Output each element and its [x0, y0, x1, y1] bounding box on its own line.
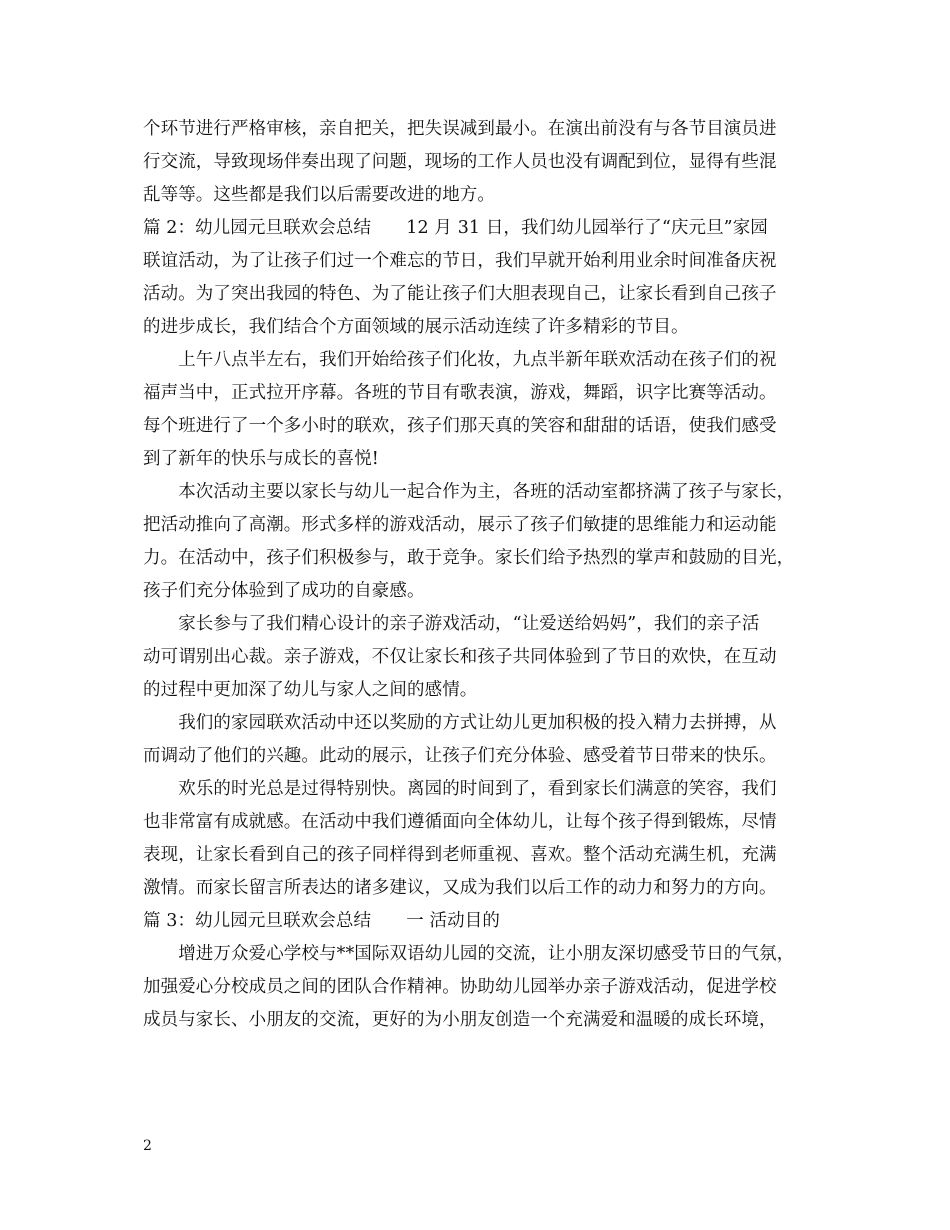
text-line: 成员与家长、小朋友的交流，更好的为小朋友创造一个充满爱和温暖的成长环境，: [143, 1010, 777, 1030]
text-line: 的过程中更加深了幼儿与家人之间的感情。: [143, 680, 478, 700]
section-heading-line: 篇 2：幼儿园元旦联欢会总结 12 月 31 日，我们幼儿园举行了“庆元旦”家园: [143, 218, 768, 238]
text-line: 家长参与了我们精心设计的亲子游戏活动，“让爱送给妈妈”，我们的亲子活: [143, 614, 760, 634]
text-line: 个环节进行严格审核，亲自把关，把失误减到最小。在演出前没有与各节目演员进: [143, 119, 777, 139]
text-line: 力。在活动中，孩子们积极参与，敢于竞争。家长们给予热烈的掌声和鼓励的目光，: [143, 548, 795, 568]
text-line: 欢乐的时光总是过得特别快。离园的时间到了，看到家长们满意的笑容，我们: [143, 779, 777, 799]
text-line: 本次活动主要以家长与幼儿一起合作为主，各班的活动室都挤满了孩子与家长，: [143, 482, 795, 502]
text-line: 到了新年的快乐与成长的喜悦!: [143, 449, 379, 469]
page-number: 2: [143, 1138, 152, 1154]
text-line: 乱等等。这些都是我们以后需要改进的地方。: [143, 185, 495, 205]
section-heading-line: 篇 3：幼儿园元旦联欢会总结 一 活动目的: [143, 911, 500, 931]
text-line: 福声当中，正式拉开序幕。各班的节目有歌表演，游戏，舞蹈，识字比赛等活动。: [143, 383, 777, 403]
text-line: 联谊活动，为了让孩子们过一个难忘的节日，我们早就开始利用业余时间准备庆祝: [143, 251, 777, 271]
text-line: 行交流，导致现场伴奏出现了问题，现场的工作人员也没有调配到位，显得有些混: [143, 152, 777, 172]
document-body: [143, 113, 809, 1037]
text-line: 每个班进行了一个多小时的联欢，孩子们那天真的笑容和甜甜的话语，使我们感受: [143, 416, 777, 436]
text-line: 上午八点半左右，我们开始给孩子们化妆，九点半新年联欢活动在孩子们的祝: [143, 350, 777, 370]
text-line: 表现，让家长看到自己的孩子同样得到老师重视、喜欢。整个活动充满生机，充满: [143, 845, 777, 865]
text-line: 把活动推向了高潮。形式多样的游戏活动，展示了孩子们敏捷的思维能力和运动能: [143, 515, 777, 535]
text-line: 增进万众爱心学校与**国际双语幼儿园的交流，让小朋友深切感受节日的气氛，: [143, 944, 795, 964]
text-line: 活动。为了突出我园的特色、为了能让孩子们大胆表现自己，让家长看到自己孩子: [143, 284, 777, 304]
text-line: 激情。而家长留言所表达的诸多建议，又成为我们以后工作的动力和努力的方向。: [143, 878, 777, 898]
text-line: 也非常富有成就感。在活动中我们遵循面向全体幼儿，让每个孩子得到锻炼，尽情: [143, 812, 777, 832]
text-line: 孩子们充分体验到了成功的自豪感。: [143, 581, 425, 601]
text-line: 的进步成长，我们结合个方面领域的展示活动连续了许多精彩的节目。: [143, 317, 689, 337]
text-line: 我们的家园联欢活动中还以奖励的方式让幼儿更加积极的投入精力去拼搏，从: [143, 713, 777, 733]
text-line: 而调动了他们的兴趣。此动的展示，让孩子们充分体验、感受着节日带来的快乐。: [143, 746, 777, 766]
text-line: 动可谓别出心裁。亲子游戏，不仅让家长和孩子共同体验到了节日的欢快，在互动: [143, 647, 777, 667]
text-line: 加强爱心分校成员之间的团队合作精神。协助幼儿园举办亲子游戏活动，促进学校: [143, 977, 777, 997]
